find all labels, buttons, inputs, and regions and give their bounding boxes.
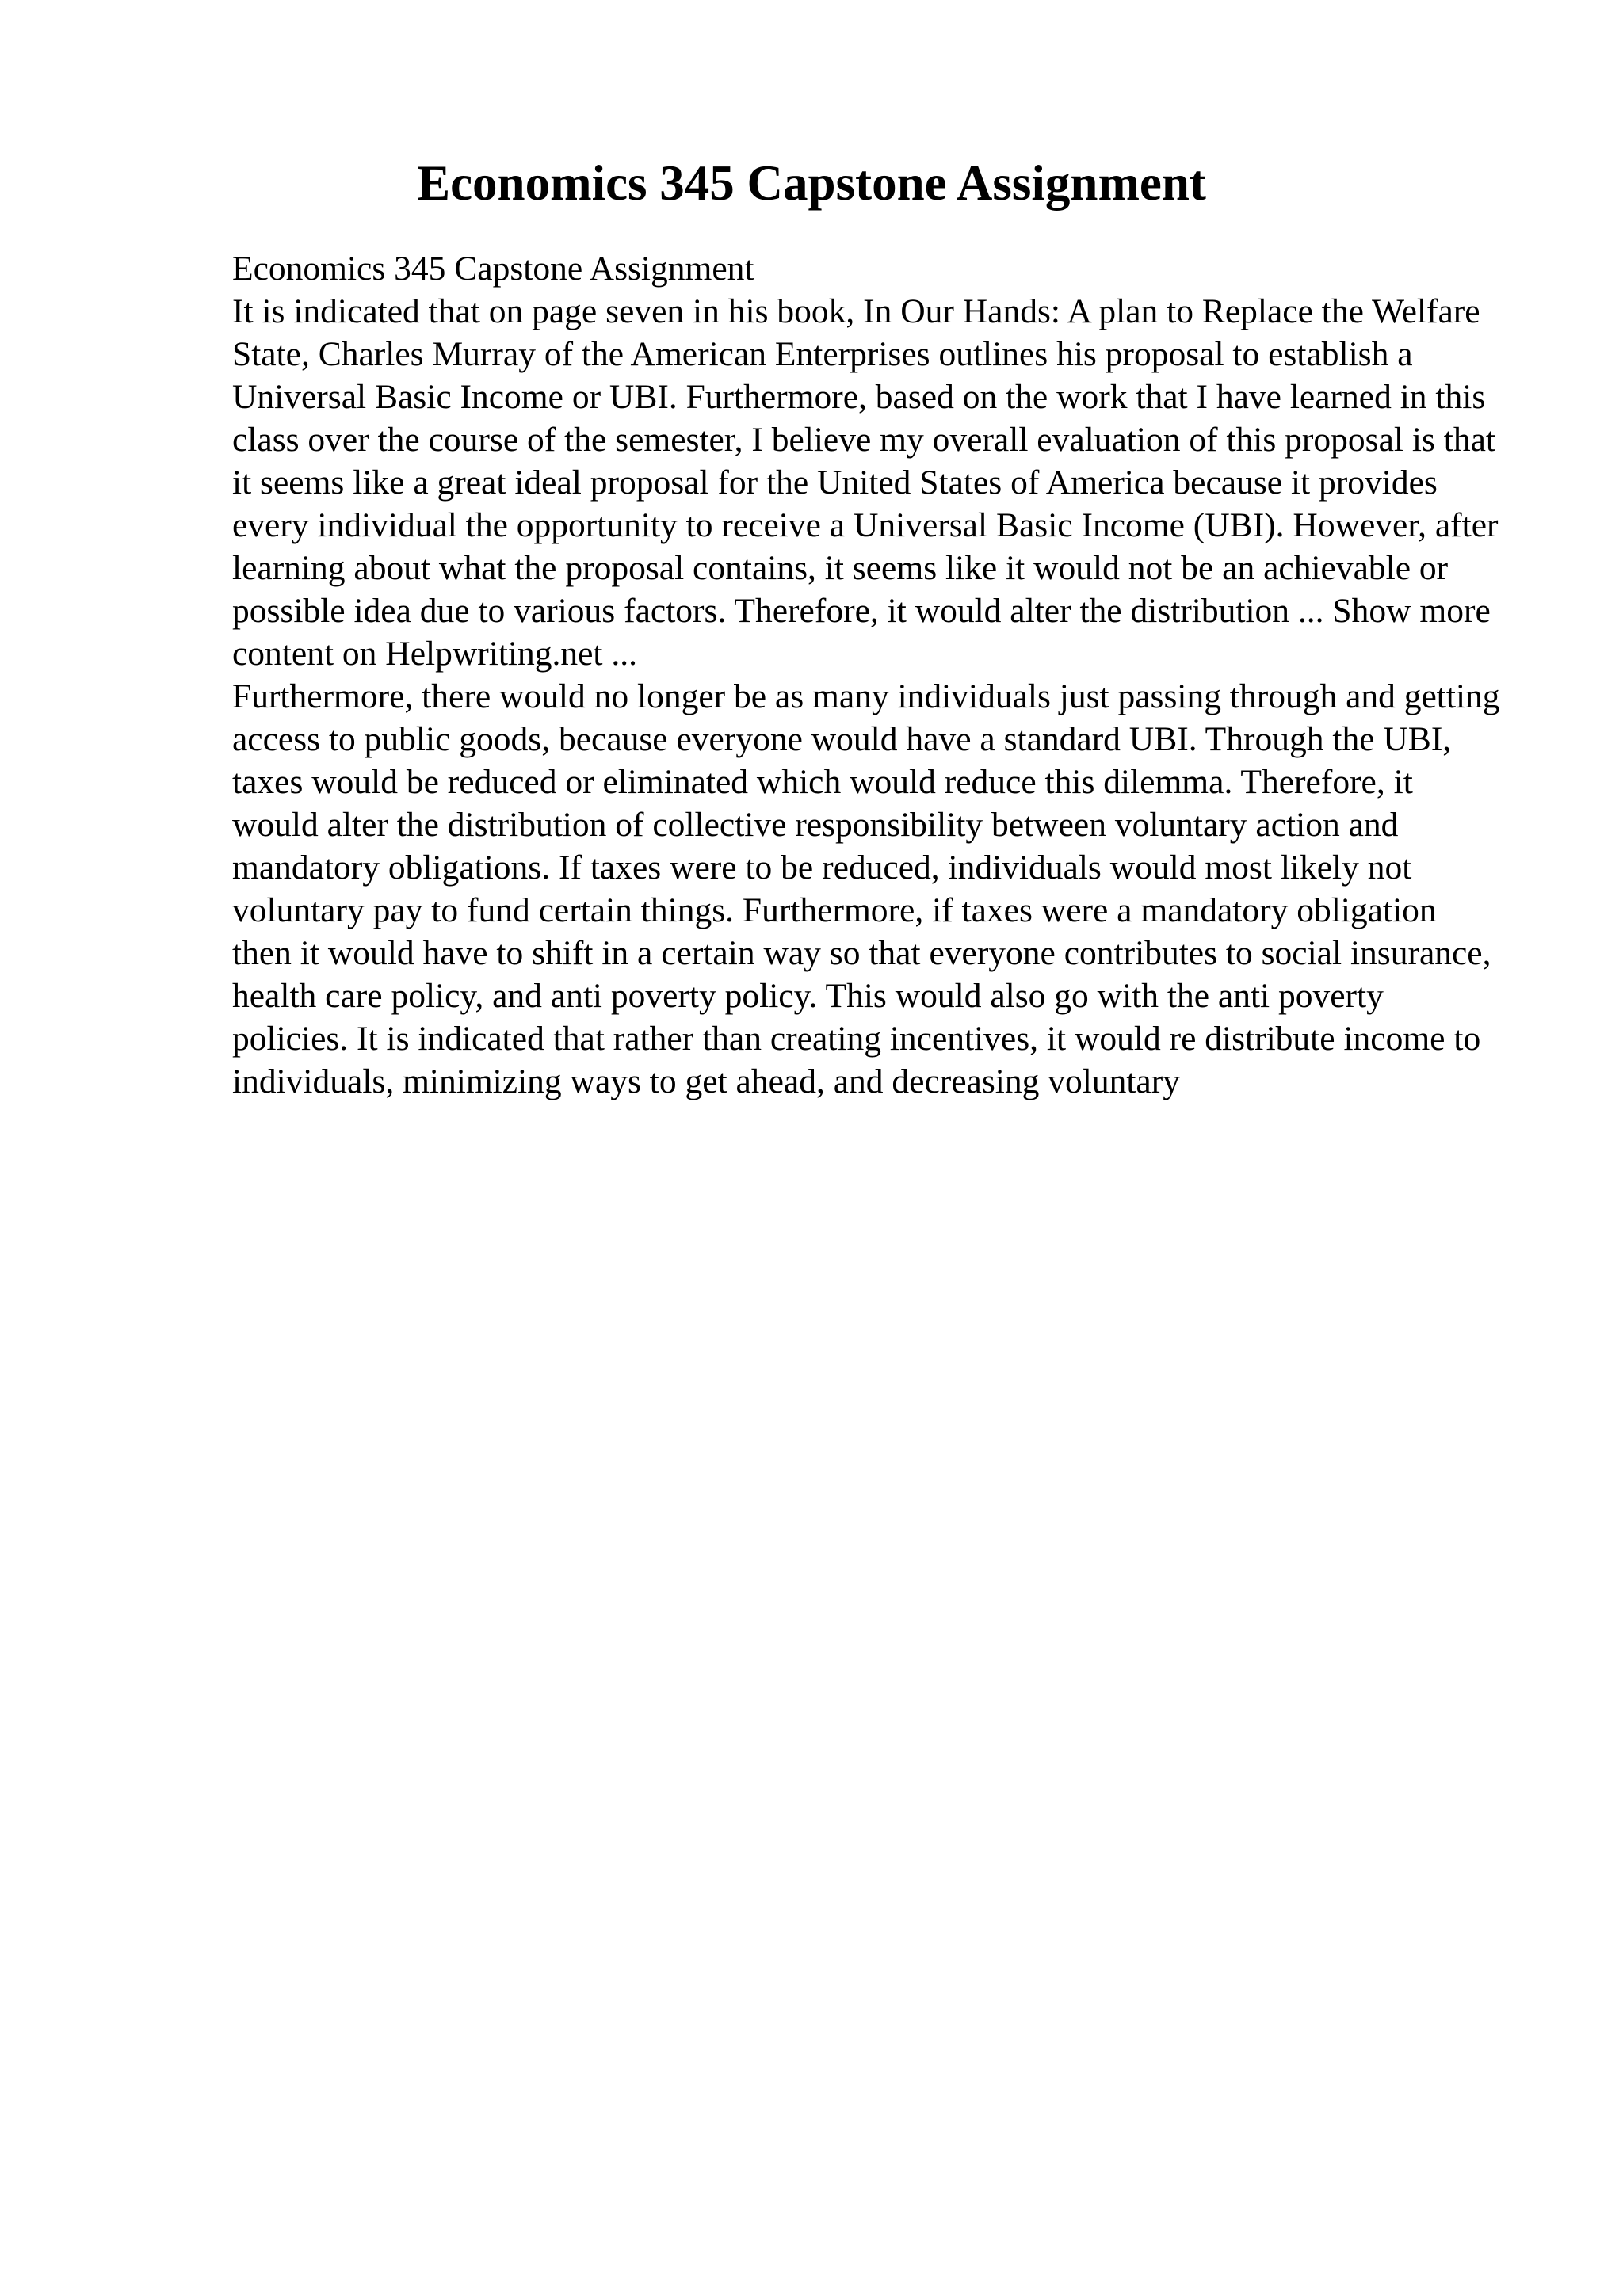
document-subtitle: Economics 345 Capstone Assignment <box>232 250 754 288</box>
document-body <box>232 247 1500 1103</box>
page-title: Economics 345 Capstone Assignment <box>417 155 1206 211</box>
body-paragraph-1: It is indicated that on page seven in his book, In Our Hands: A plan to Replace the Welfare State, Charles Murray of the American Enterprises outlines his proposal to establish a Universal Basic Income or UBI. Furthermore, based on the work that I have learned in this class over the course of the semester, I believe my overall evaluation of this proposal is that it seems like a great ideal proposal for the United States of America because it provides every individual the opportunity to receive a Universal Basic Income (UBI). However, after learning about what the proposal contains, it seems like it would not be an achievable or possible idea due to various factors. Therefore, it would alter the distribution ... Show more content on Helpwriting.net ... <box>232 292 1499 673</box>
body-paragraph-2: Furthermore, there would no longer be as many individuals just passing through and getting access to public goods, because everyone would have a standard UBI. Through the UBI, taxes would be reduced or eliminated which would reduce this dilemma. Therefore, it would alter the distribution of collective responsibility between voluntary action and mandatory obligations. If taxes were to be reduced, individuals would most likely not voluntary pay to fund certain things. Furthermore, if taxes were a mandatory obligation then it would have to shift in a certain way so that everyone contributes to social insurance, health care policy, and anti poverty policy. This would also go with the anti poverty policies. It is indicated that rather than creating incentives, it would re distribute income to individuals, minimizing ways to get ahead, and decreasing voluntary <box>232 677 1500 1100</box>
